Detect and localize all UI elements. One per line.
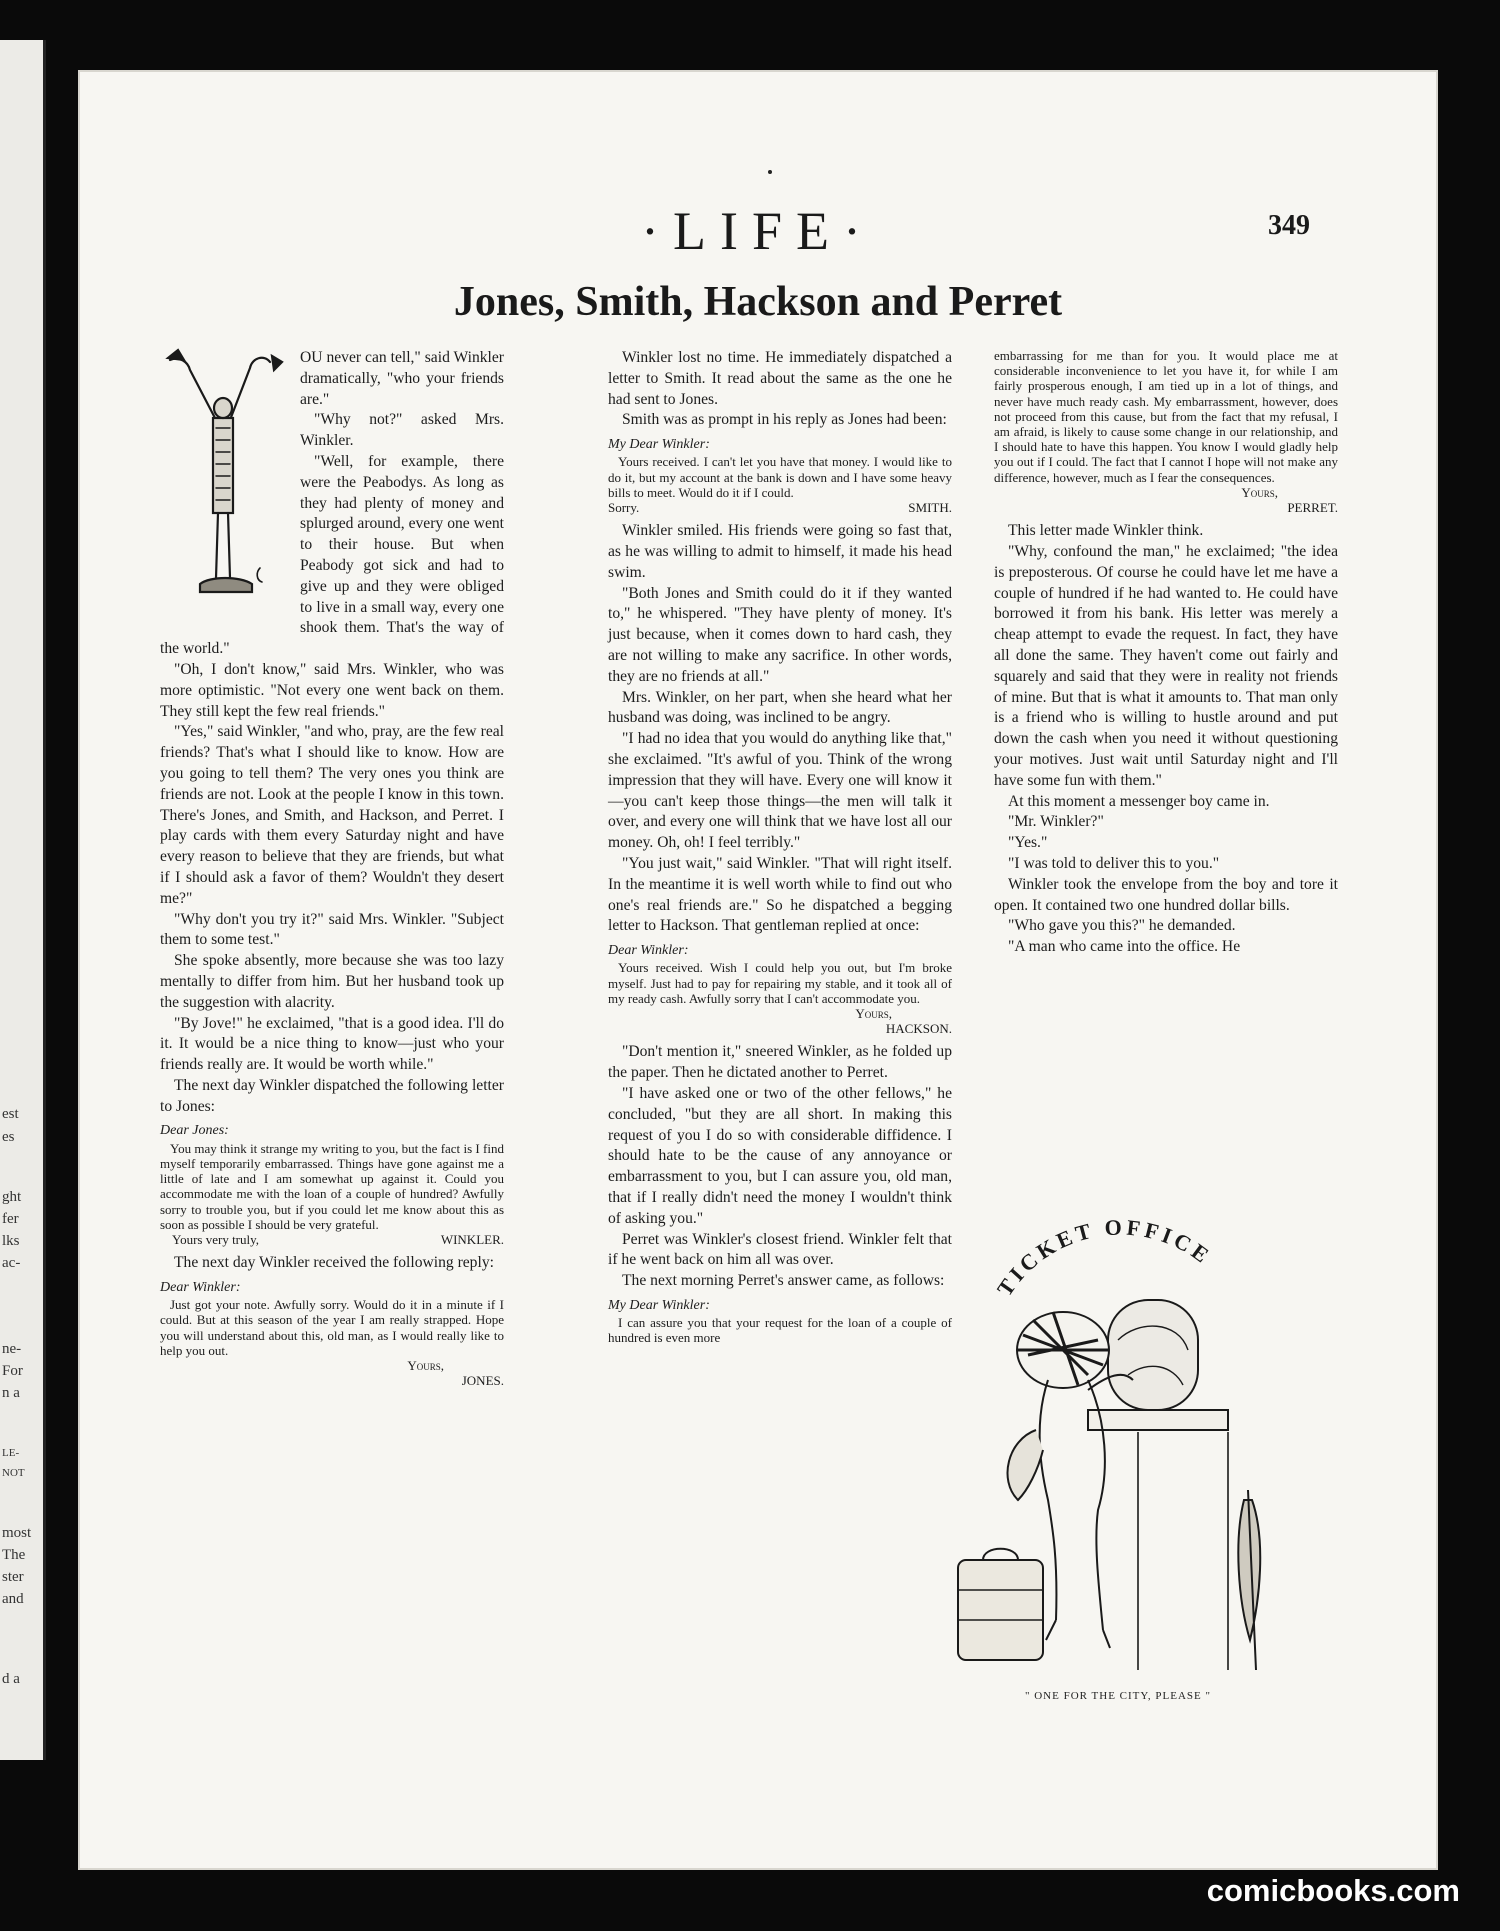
letter-body: Yours received. I can't let you have that money. I would like to do it, but my account at the bank is down and I have some heavy bills to meet. Would do it if I could. bbox=[608, 454, 952, 500]
letter-close: Yours, bbox=[407, 1357, 444, 1373]
fragment: fer bbox=[2, 1211, 19, 1227]
paragraph: "I have asked one or two of the other fellows," he concluded, "but they are all short. In making this request of you I do so with considerable diffidence. I should hate to be the cause of any annoyance or embarrassment to you, but I can assure you, old man, that if I really didn't need the money I wouldn't think of asking you." bbox=[608, 1084, 952, 1227]
paragraph: Smith was as prompt in his reply as Jones had been: bbox=[622, 411, 947, 429]
letter-signature bbox=[608, 500, 952, 515]
paragraph: She spoke absently, more because she was too lazy mentally to differ from him. But her husband took up the suggestion with alacrity. bbox=[160, 952, 504, 1011]
letter-signer: WINKLER. bbox=[440, 1231, 504, 1247]
letter-salutation: My Dear Winkler: bbox=[608, 1297, 710, 1313]
letter-close: Sorry. bbox=[608, 500, 640, 515]
paragraph: Winkler lost no time. He immediately dispatched a letter to Smith. It read about the same as the one he had sent to Jones. bbox=[608, 349, 952, 408]
illustration-caption: " ONE FOR THE CITY, PLEASE " bbox=[1024, 1690, 1211, 1702]
letter-signer: JONES. bbox=[461, 1373, 504, 1389]
paragraph: Winkler smiled. His friends were going so fast that, as he was willing to admit to himself, it made his head swim. bbox=[608, 522, 952, 581]
paragraph: "I was told to deliver this to you." bbox=[1008, 854, 1220, 872]
fragment: n a bbox=[2, 1385, 20, 1401]
letter-winkler-to-jones bbox=[160, 1123, 504, 1247]
page-header bbox=[78, 200, 1438, 260]
fragment: ac- bbox=[2, 1255, 21, 1271]
ticket-office-illustration bbox=[938, 1200, 1278, 1680]
fragment: ne- bbox=[2, 1341, 22, 1357]
ticket-office-sign: TICKET OFFICE bbox=[991, 1214, 1217, 1301]
letter-perret-reply bbox=[608, 1298, 952, 1346]
column-1 bbox=[160, 348, 504, 1394]
dropcap-illustration bbox=[160, 348, 290, 618]
fragment: est bbox=[2, 1106, 19, 1122]
letter-salutation: My Dear Winkler: bbox=[608, 437, 710, 453]
fragment: d a bbox=[2, 1671, 20, 1687]
paragraph: "Well, for example, there were the Peabodys. As long as they had plenty of money and splurged around, every one went to their house. But when Peabody got sick and had to give up and they were obliged to live in a small way, every one shook them. That's the way of the world." bbox=[160, 452, 504, 658]
paragraph: "Why don't you try it?" said Mrs. Winkler. "Subject them to some test." bbox=[160, 910, 504, 949]
paragraph: At this moment a messenger boy came in. bbox=[1008, 792, 1270, 810]
adjacent-page-sliver bbox=[0, 40, 46, 1760]
paragraph: "You just wait," said Winkler. "That will right itself. In the meantime it is well worth while to find out who one's real friends are." So he dispatched a begging letter to Hackson. That gentleman replied at once: bbox=[608, 854, 952, 935]
letter-hackson-reply bbox=[608, 943, 952, 1036]
letter-body: You may think it strange my writing to you, but the fact is I find myself temporarily embarrassed. Things have gone against me a little of late and I am somewhat up against it. Could you accommodate me with the loan of a couple of hundred? Awfully sorry to trouble you, but if you could let me know about this as soon as possible I should be very grateful. bbox=[160, 1140, 504, 1232]
fragment: most bbox=[2, 1525, 32, 1541]
paragraph: Perret was Winkler's closest friend. Winkler felt that if he went back on him all was over. bbox=[608, 1230, 952, 1269]
paragraph: The next morning Perret's answer came, as follows: bbox=[622, 1272, 945, 1290]
fragment: For bbox=[2, 1363, 23, 1379]
paragraph: OU never can tell," said Winkler dramatically, "who your friends are." bbox=[300, 349, 504, 408]
site-watermark: comicbooks.com bbox=[1206, 1873, 1460, 1908]
print-dot bbox=[768, 170, 772, 174]
letter-smith-reply bbox=[608, 437, 952, 515]
letter-body: embarrassing for me than for you. It would place me at considerable inconvenience to let you have it, for while I am fairly prosperous enough, I am tied up in a lot of things, and never have much ready cash. My embarrassment, however, does not proceed from this cause, but from the fact that my refusal, I am afraid, is likely to cause some change in our relationship, and I should hate to have this happen. You know I would gladly help you out if I could. The fact that I cannot I hope will not make any difference, however, much as I fear the consequences. bbox=[994, 348, 1338, 485]
fragment: ght bbox=[2, 1189, 22, 1205]
letter-close: Yours, bbox=[1241, 484, 1278, 500]
paragraph: "Why not?" asked Mrs. Winkler. bbox=[300, 411, 504, 450]
paragraph: "Don't mention it," sneered Winkler, as he folded up the paper. Then he dictated another to Perret. bbox=[608, 1043, 952, 1082]
paragraph: "Who gave you this?" he demanded. bbox=[1008, 917, 1236, 935]
letter-salutation: Dear Winkler: bbox=[608, 943, 689, 959]
paragraph: "Yes." bbox=[1008, 834, 1048, 852]
fragment: and bbox=[2, 1591, 24, 1607]
paragraph: This letter made Winkler think. bbox=[1008, 522, 1204, 540]
paragraph: The next day Winkler received the following reply: bbox=[174, 1254, 494, 1272]
fragment: ster bbox=[2, 1569, 24, 1585]
paragraph: Winkler took the envelope from the boy and tore it open. It contained two one hundred dollar bills. bbox=[994, 875, 1338, 914]
fragment: LE- bbox=[2, 1447, 20, 1459]
paragraph: The next day Winkler dispatched the following letter to Jones: bbox=[160, 1076, 504, 1115]
cupid-ticket-office-icon bbox=[938, 1200, 1278, 1680]
letter-body: I can assure you that your request for the loan of a couple of hundred is even more bbox=[608, 1315, 952, 1346]
paragraph: "Yes," said Winkler, "and who, pray, are the few real friends? That's what I should like to know. How are you going to tell them? The very ones you think are friends are not. Look at the people I know in this town. There's Jones, and Smith, and Hackson, and Perret. I play cards with them every Saturday night and have every reason to believe that they are friends, but what if I should ask a favor of them? Wouldn't they desert me?" bbox=[160, 723, 504, 907]
paragraph: "I had no idea that you would do anything like that," she exclaimed. "It's awful of you. Think of the wrong impression that they will have. Every one will know it—you can't keep those things—the men will talk it over, and every one will think that we have lost all our money. Oh, oh! I feel terribly." bbox=[608, 730, 952, 852]
column-2 bbox=[608, 348, 952, 1352]
letter-body: Just got your note. Awfully sorry. Would do it in a minute if I could. But at this season of the year I am really strapped. Hope you will understand about this, old man, as I would really like to help you out. bbox=[160, 1297, 504, 1358]
fragment: The bbox=[2, 1547, 26, 1563]
masthead: ·LIFE· bbox=[641, 201, 875, 261]
fragment: lks bbox=[2, 1233, 20, 1249]
paragraph: "Mr. Winkler?" bbox=[1008, 813, 1104, 831]
article-title: Jones, Smith, Hackson and Perret bbox=[453, 279, 1063, 325]
letter-signer: PERRET. bbox=[1287, 500, 1338, 516]
letter-signer: SMITH. bbox=[908, 500, 952, 515]
page-number: 349 bbox=[1268, 210, 1310, 241]
letter-body: Yours received. Wish I could help you out, but I'm broke myself. Just had to pay for repairing my stable, and it took all of my ready cash. Awfully sorry that I can't accommodate you. bbox=[608, 960, 952, 1006]
paragraph: "Why, confound the man," he exclaimed; "the idea is preposterous. Of course he could have let me have a couple of hundred if he had wanted to. He could have borrowed it from his bank. His letter was merely a cheap attempt to evade the request. In fact, they have all done the same. They haven't come out fairly and squarely and said that they were in reality not friends of mine. But that is what it amounts to. That man only is a friend who is willing to hustle around and put down the cash when you need it without questioning your motives. Just wait until Saturday night and I'll have some fun with them." bbox=[994, 543, 1338, 789]
paragraph: Mrs. Winkler, on her part, when she heard what her husband was doing, was inclined to be angry. bbox=[608, 688, 952, 727]
letter-salutation: Dear Winkler: bbox=[160, 1279, 241, 1295]
letter-signer: HACKSON. bbox=[885, 1021, 952, 1037]
paragraph: "Both Jones and Smith could do it if they wanted to," he whispered. "They have plenty of money. It's just because, when it comes down to hard cash, they are not willing to make any sacrifice. In other words, they are no friends at all." bbox=[608, 584, 952, 685]
letter-perret-continued bbox=[994, 348, 1338, 515]
figure-y-icon bbox=[160, 348, 290, 618]
letter-jones-reply bbox=[160, 1280, 504, 1388]
letter-close: Yours very truly, bbox=[172, 1231, 260, 1247]
letter-salutation: Dear Jones: bbox=[160, 1123, 229, 1139]
fragment: NOT bbox=[2, 1467, 25, 1479]
fragment: es bbox=[2, 1129, 15, 1145]
magazine-page bbox=[78, 70, 1438, 1870]
paragraph: "A man who came into the office. He bbox=[1008, 938, 1241, 956]
column-3 bbox=[994, 348, 1338, 958]
paragraph: "By Jove!" he exclaimed, "that is a good idea. I'll do it. It would be a nice thing to know—just who your friends really are. It would be worth while." bbox=[160, 1014, 504, 1074]
svg-text:TICKET OFFICE bbox=[992, 1214, 1217, 1300]
paragraph: "Oh, I don't know," said Mrs. Winkler, who was more optimistic. "Not every one went back on them. They still kept the few real friends." bbox=[160, 660, 504, 720]
letter-close: Yours, bbox=[855, 1005, 892, 1021]
letter-signature bbox=[160, 1232, 504, 1247]
